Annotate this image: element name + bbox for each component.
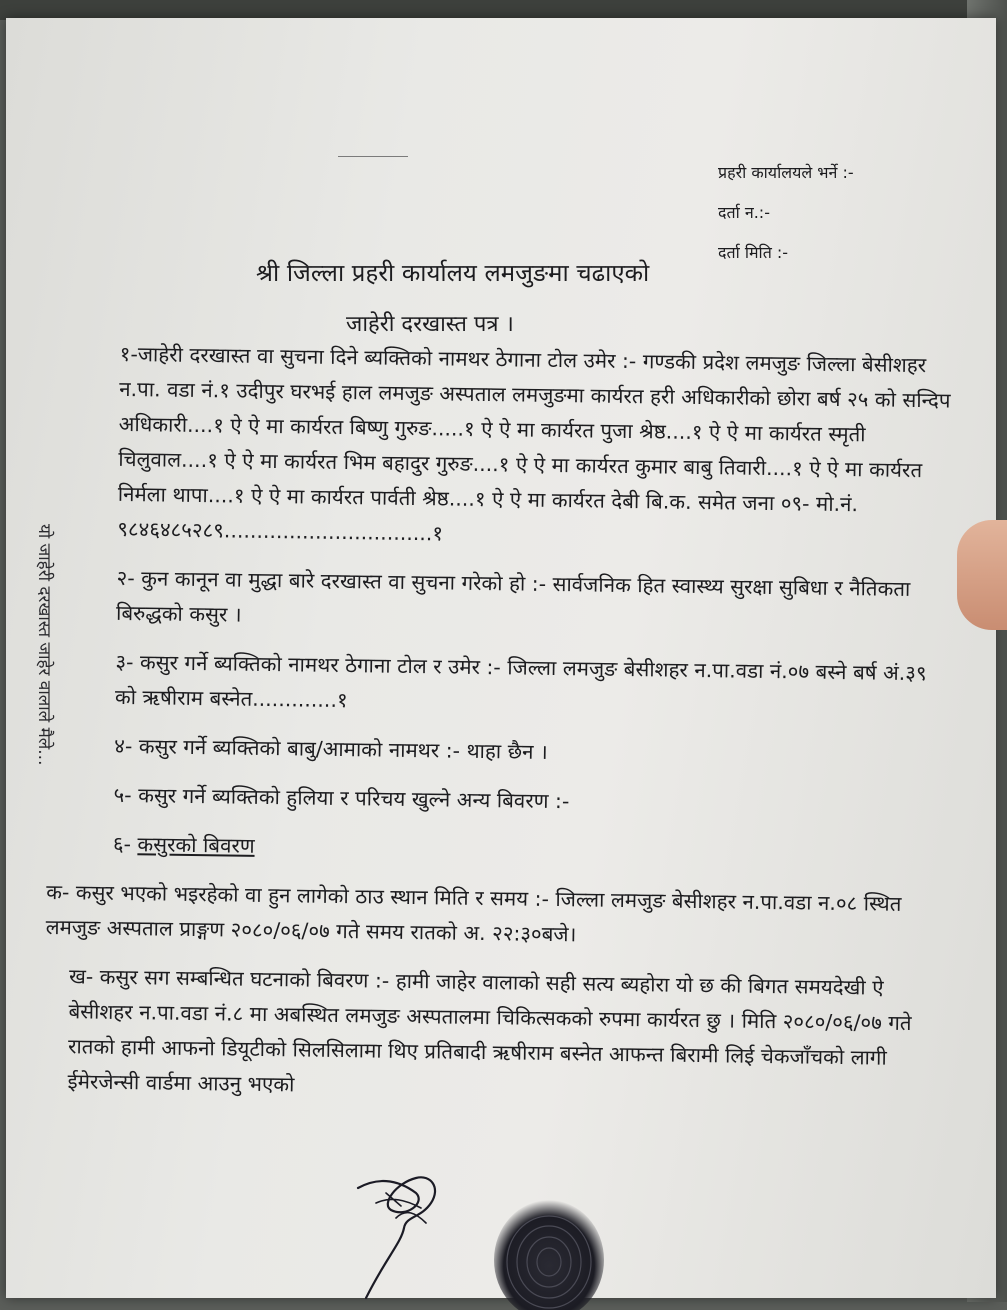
- document-title: श्री जिल्ला प्रहरी कार्यालय लमजुङमा चढाएको: [256, 259, 650, 287]
- registration-number-field: दर्ता न.:-: [718, 203, 770, 222]
- document-body: [43, 336, 954, 1125]
- office-use-heading: प्रहरी कार्यालयले भर्ने :-: [718, 163, 854, 182]
- section-1-complainant: १-जाहेरी दरखास्त वा सुचना दिने ब्यक्तिको नामथर ठेगाना टोल उमेर :- गण्डकी प्रदेश लमजुङ जिल्ला बेसीशहर न.पा. वडा नं.१ उदीपुर घरभई हाल लमजुङ अस्पताल लमजुङमा कार्यरत हरी अधिकारीको छोरा बर्ष २५ को सन्दिप अधिकारी....१ ऐ ऐ मा कार्यरत बिष्णु गुरुङ.....१ ऐ ऐ मा कार्यरत पुजा श्रेष्ठ....१ ऐ ऐ मा कार्यरत स्मृती चिलुवाल....१ ऐ ऐ मा कार्यरत भिम बहादुर गुरुङ....१ ऐ ऐ मा कार्यरत कुमार बाबु तिवारी....१ ऐ ऐ मा कार्यरत निर्मला थापा....१ ऐ ऐ मा कार्यरत पार्वती श्रेष्ठ....१ ऐ ऐ मा कार्यरत देबी बि.क. समेत जना ०९- मो.नं. ९८४६४८५२८९................................१: [117, 341, 951, 546]
- section-2-law: २- कुन कानून वा मुद्धा बारे दरखास्त वा सुचना गरेको हो :- सार्वजनिक हित स्वास्थ्य सुरक्षा सुबिधा र नैतिकता बिरुद्धको कसुर ।: [115, 565, 911, 627]
- section-6-title: कसुरको बिवरण: [137, 832, 255, 858]
- thumbprint-mark: [484, 1190, 614, 1310]
- section-3-accused: ३- कसुर गर्ने ब्यक्तिको नामथर ठेगाना टोल र उमेर :- जिल्ला लमजुङ बेसीशहर न.पा.वडा नं.०७ बस्ने बर्ष अं.३९ को ऋषीराम बस्नेत.............१: [114, 649, 927, 713]
- section-6-ka-place-time: क- कसुर भएको भइरहेको वा हुन लागेको ठाउ स्थान मिति र समय :- जिल्ला लमजुङ बेसीशहर न.पा.वडा न.०८ स्थित लमजुङ अस्पताल प्राङ्गण २०८०/०६/०७ गते समय रातको अ. २२:३०बजे।: [45, 879, 902, 947]
- margin-handwritten-note: यो जाहेरी दरखास्त जाहेर वालाले मैले...: [34, 524, 54, 766]
- section-5-accused-description: ५- कसुर गर्ने ब्यक्तिको हुलिया र परिचय खुल्ने अन्य बिवरण :-: [113, 782, 570, 814]
- holding-thumb: [957, 520, 1007, 630]
- document-subtitle: जाहेरी दरखास्त पत्र ।: [346, 312, 514, 337]
- section-6-heading: [47, 826, 947, 874]
- office-use-block: [718, 153, 854, 273]
- registration-date-field: दर्ता मिति :-: [718, 243, 789, 262]
- document-page: [6, 18, 996, 1298]
- background-top: [0, 0, 1007, 20]
- top-divider: [338, 156, 408, 157]
- section-6-number: ६-: [112, 831, 132, 857]
- signature-mark: [346, 1148, 456, 1308]
- section-6-kha-incident: ख- कसुर सग सम्बन्धित घटनाको बिवरण :- हामी जाहेर वालाको सही सत्य ब्यहोरा यो छ की बिगत समयदेखी ऐ बेसीशहर न.पा.वडा नं.८ मा अबस्थित लमजुङ अस्पतालमा चिकित्सकको रुपमा कार्यरत छु । मिति २०८०/०६/०७ गते रातको हामी आफनो डियूटीको सिलसिलामा थिए प्रतिबादी ऋषीराम बस्नेत आफन्त बिरामी लिई चेकजाँचको लागी ईमेरजेन्सी वार्डमा आउनु भएको: [67, 964, 912, 1097]
- section-4-accused-parents: ४- कसुर गर्ने ब्यक्तिको बाबु/आमाको नामथर :- थाहा छैन ।: [114, 733, 548, 764]
